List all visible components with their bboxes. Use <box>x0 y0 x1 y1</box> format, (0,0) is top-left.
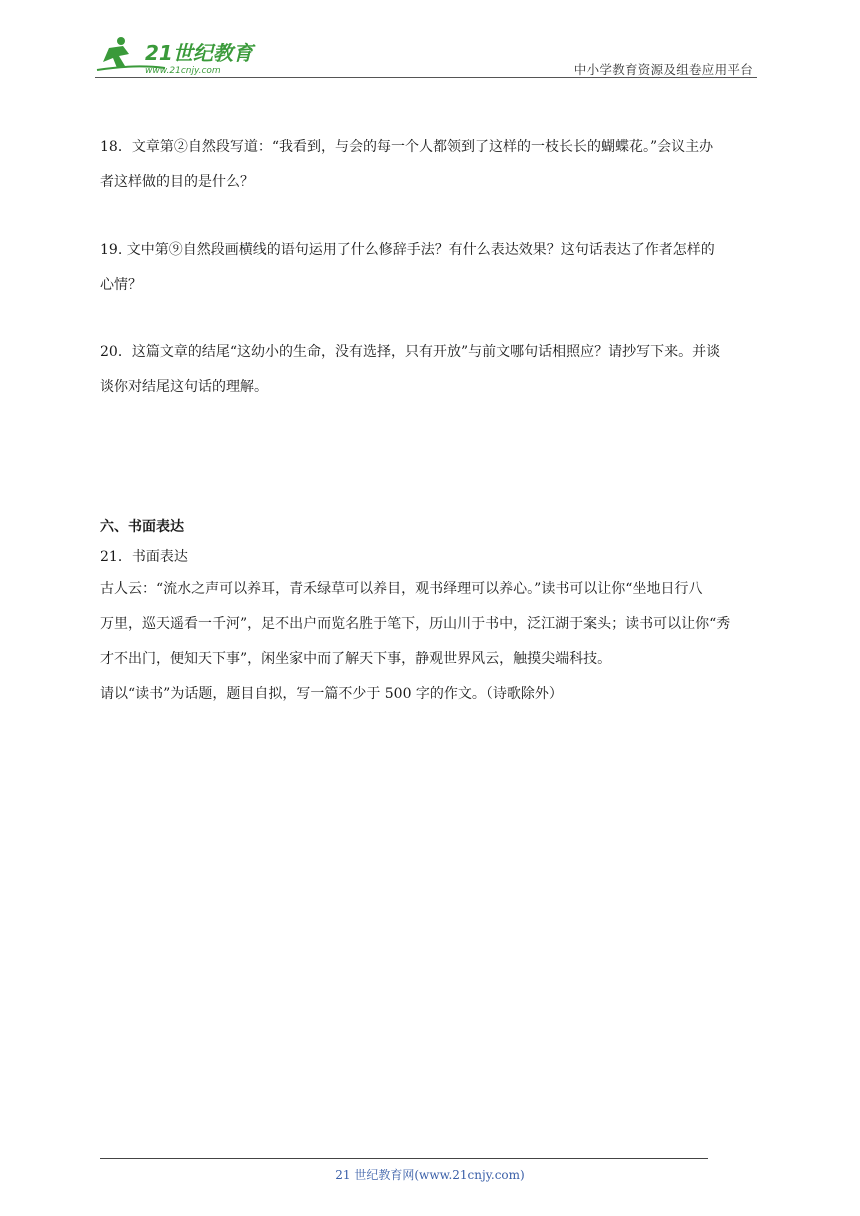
footer-divider <box>100 1158 708 1159</box>
question-18-line1: 18．文章第②自然段写道：“我看到，与会的每一个人都领到了这样的一枝长长的蝴蝶花。”会议主办 <box>100 139 714 155</box>
platform-name: 中小学教育资源及组卷应用平台 <box>573 62 753 77</box>
question-20 <box>100 335 762 405</box>
question-21-label: 21．书面表达 <box>100 549 188 565</box>
essay-prompt: 请以“读书”为话题，题目自拟，写一篇不少于 500 字的作文。（诗歌除外） <box>100 686 563 702</box>
prompt-paragraph-line2: 万里，巡天遥看一千河”，足不出户而览名胜于笔下，历山川于书中，泛江湖于案头；读书可以让你“秀 <box>100 616 731 632</box>
question-18 <box>100 130 762 200</box>
question-19 <box>100 233 762 303</box>
question-20-line1: 20．这篇文章的结尾“这幼小的生命，没有选择，只有开放”与前文哪句话相照应？请抄写下来。并谈 <box>100 344 721 360</box>
prompt-paragraph-line3: 才不出门，便知天下事”，闲坐家中而了解天下事，静观世界风云，触摸尖端科技。 <box>100 651 612 667</box>
question-20-line2: 谈你对结尾这句话的理解。 <box>100 379 268 395</box>
question-19-line1: 19. 文中第⑨自然段画横线的语句运用了什么修辞手法？有什么表达效果？这句话表达了作者怎样的 <box>100 242 715 258</box>
prompt-paragraph-line1: 古人云：“流水之声可以养耳，青禾绿草可以养目，观书绎理可以养心。”读书可以让你“坐地日行八 <box>100 581 703 597</box>
question-19-line2: 心情？ <box>100 277 142 293</box>
svg-text:www.21cnjy.com: www.21cnjy.com <box>145 66 221 76</box>
section-6-title: 六、书面表达 <box>100 519 184 535</box>
svg-text:21世纪教育: 21世纪教育 <box>145 41 253 65</box>
footer-text: 21 世纪教育网(www.21cnjy.com) <box>335 1168 525 1182</box>
question-18-line2: 者这样做的目的是什么？ <box>100 174 254 190</box>
site-logo <box>95 34 265 76</box>
page-header <box>95 30 757 78</box>
header-divider <box>95 77 757 78</box>
